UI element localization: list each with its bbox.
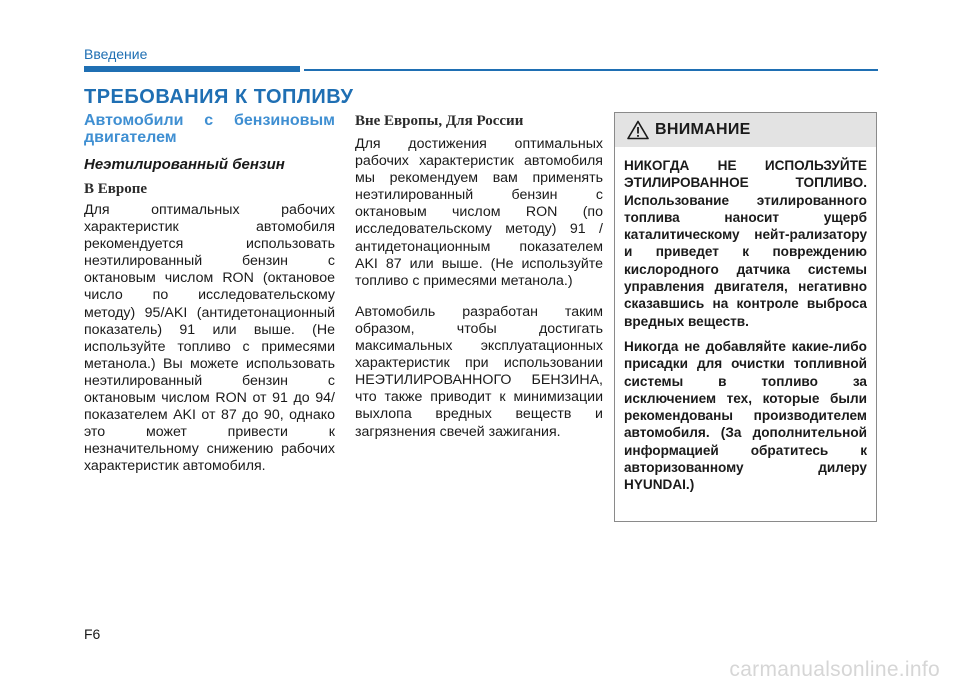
design-paragraph: Автомобиль разработан таким образом, чтобы достигать максимальных эксплуатационных характеристик при использовании НЕЭТИЛИРОВАННОГО БЕНЗИНА, что также приводит к минимизации выхлопа вредных веществ и загрязнения свечей зажигания.	[355, 303, 603, 440]
watermark: carmanualsonline.info	[729, 658, 940, 681]
warning-triangle-icon	[627, 120, 649, 140]
warning-additives-text: Никогда не добавляйте какие-либо присадки для очистки топливной системы в топливо за исключением тех, которые были рекомендованы производителем автомобиля. (За дополнительной информацией обратитесь к авторизованному дилеру HYUNDAI.)	[624, 338, 867, 493]
left-column	[84, 112, 335, 490]
warning-body	[615, 147, 876, 494]
warning-title: ВНИМАНИЕ	[655, 121, 751, 138]
section-label: Введение	[84, 46, 148, 62]
europe-heading: В Европе	[84, 181, 148, 197]
warning-box	[614, 112, 877, 522]
page-title: ТРЕБОВАНИЯ К ТОПЛИВУ	[84, 86, 354, 108]
europe-paragraph: Для оптимальных рабочих характеристик автомобиля рекомендуется использовать неэтилированный бензин с октановым числом RON (октановое число по исследовательскому методу) 95/AKI (антидетонационный показатель) 91 или выше. (Не используйте топливо с примесями метанола.) Вы можете использовать неэтилированный бензин с октановым числом RON от 91 до 94/показателем AKI от 87 до 90, однако это может привести к незначительному снижению рабочих характеристик автомобиля.	[84, 202, 335, 475]
engine-type-heading: Автомобили с бензиновым двигателем	[84, 112, 335, 146]
middle-column	[355, 112, 603, 455]
outside-europe-heading: Вне Европы, Для России	[355, 113, 524, 129]
warning-leaded-fuel-text: НИКОГДА НЕ ИСПОЛЬЗУЙТЕ ЭТИЛИРОВАННОЕ ТОПЛИВО. Использование этилированного топлива наносит ущерб каталитическому нейт-рализатору и приведет к повреждению кислородного датчика системы управления двигателя, негативно сказавшись на контроле выброса вредных веществ.	[624, 158, 867, 329]
header-rule-thin	[304, 69, 878, 71]
warning-header	[615, 113, 876, 147]
fuel-type-heading: Неэтилированный бензин	[84, 156, 285, 173]
outside-europe-paragraph: Для достижения оптимальных рабочих характеристик автомобиля мы рекомендуем вам применять неэтилированный бензин с октановым числом RON (по исследовательскому методу) 91 / антидетонационным показателем AKI 87 или выше. (Не используйте топливо с примесями метанола.)	[355, 136, 603, 289]
header-rule-thick	[84, 66, 300, 72]
page-number: F6	[84, 626, 101, 642]
